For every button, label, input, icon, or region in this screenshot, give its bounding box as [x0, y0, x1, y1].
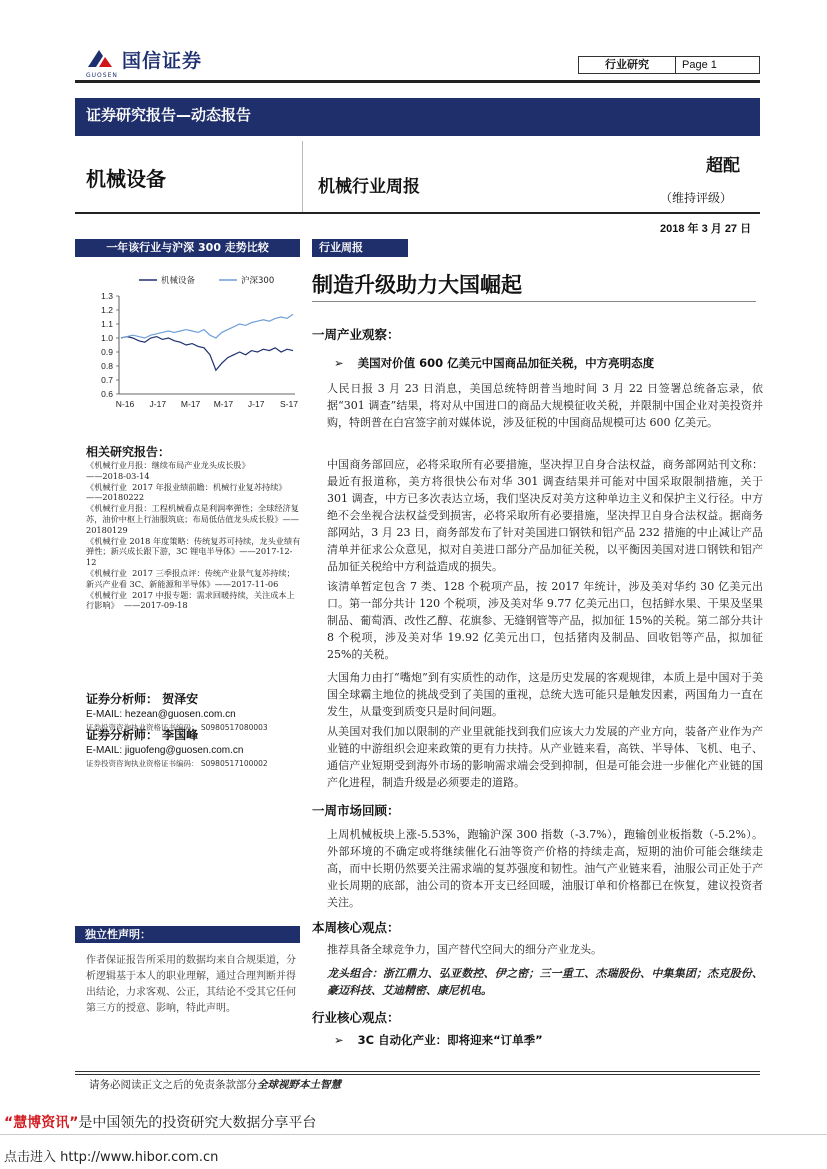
footer-note: [89, 1077, 341, 1092]
header-tag-box: [578, 56, 760, 74]
y-tick-label: 0.9: [101, 347, 113, 357]
promo-line: [4, 1112, 316, 1132]
paragraph: 人民日报 3 月 23 日消息，美国总统特朗普当地时间 3 月 22 日签署总统备忘录，依据“301 调查”结果，将对从中国进口的商品大规模征收关税，并限制中国企业对美投资并购，特朗普在白宫签字前对媒体说，涉及征税的中国商品规模可达 600 亿美元。: [327, 382, 763, 429]
weekly-tag: 行业周报: [312, 239, 408, 257]
x-tick-label: S-17: [280, 399, 298, 409]
related-reports-title: 相关研究报告：: [86, 445, 171, 459]
y-tick-label: 1.2: [101, 305, 113, 315]
analyst-license: 证券投资咨询执业资格证书编码： S0980517080003: [86, 723, 268, 732]
y-tick-label: 1.1: [101, 319, 113, 329]
y-tick-label: 0.8: [101, 361, 113, 371]
footer-note-text: 请务必阅读正文之后的免责条款部分: [89, 1079, 257, 1091]
title-divider: [302, 141, 303, 213]
header-tag-label: 行业研究: [605, 58, 649, 71]
legend-label: 沪深300: [241, 276, 275, 286]
x-tick-label: N-16: [115, 399, 135, 409]
paragraph: 从美国对我们加以限制的产业里就能找到我们应该大力发展的产业方向，装备产业作为产业链的中游组织会迎来政策的更有力扶持。从产业链来看，高铁、半导体、飞机、电子、通信产业短期受到海外市场的影响需求端会受到抑制，但是可能会进一步催化产业链的国产化进程，制造升级是必须要走的道路。: [327, 725, 763, 789]
sector-title: 机械设备: [86, 167, 166, 191]
bullet-text: 美国对价值 600 亿美元中国商品加征关税，中方亮明态度: [357, 356, 655, 370]
analyst-block: [86, 726, 301, 769]
page-number: Page 1: [675, 57, 759, 73]
header-rule: [75, 80, 760, 83]
report-type: 机械行业周报: [318, 177, 420, 197]
x-tick-label: J-17: [149, 399, 167, 409]
promo-divider: [0, 1134, 827, 1135]
analyst-license: 证券投资咨询执业资格证书编码： S0980517100002: [86, 759, 268, 768]
leader-portfolio: 龙头组合：浙江鼎力、弘亚数控、伊之密；三一重工、杰瑞股份、中集集团；杰克股份、豪迈科技、艾迪精密、康尼机电。: [327, 967, 763, 997]
legend-label: 机械设备: [161, 276, 196, 286]
chart-section-bar: 一年该行业与沪深 300 走势比较: [75, 239, 300, 257]
report-band-title: 证券研究报告—动态报告: [86, 106, 252, 124]
guosen-logo-icon: [85, 47, 115, 71]
series-line-csi300: [121, 314, 293, 338]
paragraph: 中国商务部回应，必将采取所有必要措施，坚决捍卫自身合法权益，商务部网站刊文称：最近有报道称，美方将很快公布对华 301 调查结果并可能对中国采取限制措施，关于 301 调查，中方已多次表达立场，我们坚决反对美方这种单边主义和保护主义行径。中方绝不会坐视合法权益受到损害，必将采取所有必要措施，坚决捍卫自身合法权益。据商务部网站，3 月 23 日，商务部发布了针对美国进口钢铁和铝产品 232 措施的中止减让产品清单并征求公众意见，拟对自美进口部分产品加征关税，以平衡因美国对进口钢铁和铝产品加征关税给中方利益造成的损失。: [327, 458, 763, 573]
y-tick-label: 0.7: [101, 375, 113, 385]
y-tick-label: 1.3: [101, 291, 113, 301]
headline-rule: [312, 301, 756, 302]
footer-rule: [75, 1074, 760, 1075]
y-tick-label: 0.6: [101, 389, 113, 399]
arrow-bullet-icon: ➢: [334, 1033, 344, 1047]
rating-note: （维持评级）: [660, 191, 733, 205]
section-title-core-view: 本周核心观点：: [312, 920, 400, 935]
promo-brand[interactable]: “慧博资讯”: [4, 1115, 79, 1131]
related-report-item[interactable]: 《机械行业 2018 年度策略：传统复苏可持续，龙头业绩有弹性；新兴成长跟下游，3C 锂电半导体》——2017-12-12: [86, 535, 301, 568]
analyst-name: 证券分析师： 贺泽安: [86, 692, 199, 706]
footer-slogan: 全球视野本土智慧: [257, 1079, 341, 1091]
section-title-industry-view: 行业核心观点：: [312, 1010, 400, 1025]
related-reports-list: [86, 460, 301, 611]
section-title-market: 一周市场回顾：: [312, 803, 400, 818]
related-report-item[interactable]: 《机械行业 2017 中报专题：需求回暖持续，关注成本上行影响》 ——2017-09-18: [86, 589, 295, 611]
title-rule: [75, 212, 760, 214]
company-name: 国信证券: [122, 50, 203, 72]
related-report-item[interactable]: 《机械行业月报：继续布局产业龙头成长股》: [86, 460, 250, 470]
paragraph: 该清单暂定包含 7 类、128 个税项产品，按 2017 年统计，涉及美对华约 30 亿美元出口。第一部分共计 120 个税项，涉及美对华 9.77 亿美元出口，包括鲜水果、干果及坚果制品、葡萄酒、改性乙醇、花旗参、无缝钢管等产品，拟加征 15%的关税。第二部分共计 8 个税项，涉及美对华 19.92 亿美元出口，包括猪肉及制品、回收铝等产品，拟加征 25%的关税。: [327, 580, 763, 661]
independence-text: 作者保证报告所采用的数据均来自合规渠道，分析逻辑基于本人的职业理解，通过合理判断并得出结论，力求客观、公正，其结论不受其它任何第三方的授意、影响，特此声明。: [86, 955, 296, 1014]
x-tick-label: J-17: [247, 399, 265, 409]
related-report-item[interactable]: 《机械行业月报：工程机械看点是利润率弹性；全球经济复苏，油价中枢上行油服筑底；布局低估值龙头成长股》——20180129: [86, 503, 299, 535]
trend-chart: [75, 268, 300, 423]
headline: 制造升级助力大国崛起: [312, 273, 522, 297]
promo-text: 是中国领先的投资研究大数据分享平台: [78, 1115, 317, 1131]
paragraph: 大国角力由打“嘴炮”到有实质性的动作，这是历史发展的客观规律，本质上是中国对于美国全球霸主地位的挑战受到了美国的重视，总统大选可能只是触发因素，两国角力一直在发生，从量变到质变只是时间问题。: [327, 671, 763, 718]
bullet-text: 3C 自动化产业：即将迎来“订单季”: [357, 1033, 543, 1047]
company-name-en: GUOSEN: [86, 72, 118, 79]
analyst-name: 证券分析师： 李国峰: [86, 728, 199, 742]
paragraph: 上周机械板块上涨-5.53%，跑输沪深 300 指数（-3.7%），跑输创业板指数（-5.2%）。外部环境的不确定或将继续催化石油等资产价格的持续走高，短期的油价可能会继续走高，而中长期仍然要关注需求端的复苏强度和韧性。油气产业链来看，油服公司正处于产业长周期的底部，油公司的资本开支已经回暖，油服订单和价格都已在恢复，建议投资者关注。: [327, 828, 763, 909]
bullet-3c: [334, 1032, 543, 1048]
promo-link[interactable]: 点击进入 http://www.hibor.com.cn: [4, 1150, 219, 1165]
rating: 超配: [706, 156, 740, 176]
related-report-item[interactable]: ——2018-03-14: [86, 470, 150, 481]
paragraph: 推荐具备全球竞争力，国产替代空间大的细分产业龙头。: [327, 943, 602, 956]
bullet-tariff: [334, 355, 654, 371]
y-tick-label: 1.0: [101, 333, 113, 343]
series-line-machinery: [121, 337, 293, 371]
x-tick-label: M-17: [180, 399, 201, 409]
analyst-email[interactable]: E-MAIL: hezean@guosen.com.cn: [86, 709, 236, 720]
related-report-item[interactable]: 《机械行业 2017 三季报点评：传统产业景气复苏持续；新兴产业看 3C、新能源和半导体》——2017-11-06: [86, 567, 295, 589]
independence-title: 独立性声明：: [75, 926, 300, 943]
analyst-email[interactable]: E-MAIL: jiguofeng@guosen.com.cn: [86, 745, 244, 756]
x-tick-label: M-17: [213, 399, 234, 409]
report-date: 2018 年 3 月 27 日: [660, 223, 752, 235]
section-title-industry: 一周产业观察：: [312, 327, 400, 342]
arrow-bullet-icon: ➢: [334, 356, 344, 370]
footer-rule: [75, 1071, 760, 1072]
related-report-item[interactable]: 《机械行业 2017 年报业绩前瞻：机械行业复苏持续》——20180222: [86, 481, 287, 503]
